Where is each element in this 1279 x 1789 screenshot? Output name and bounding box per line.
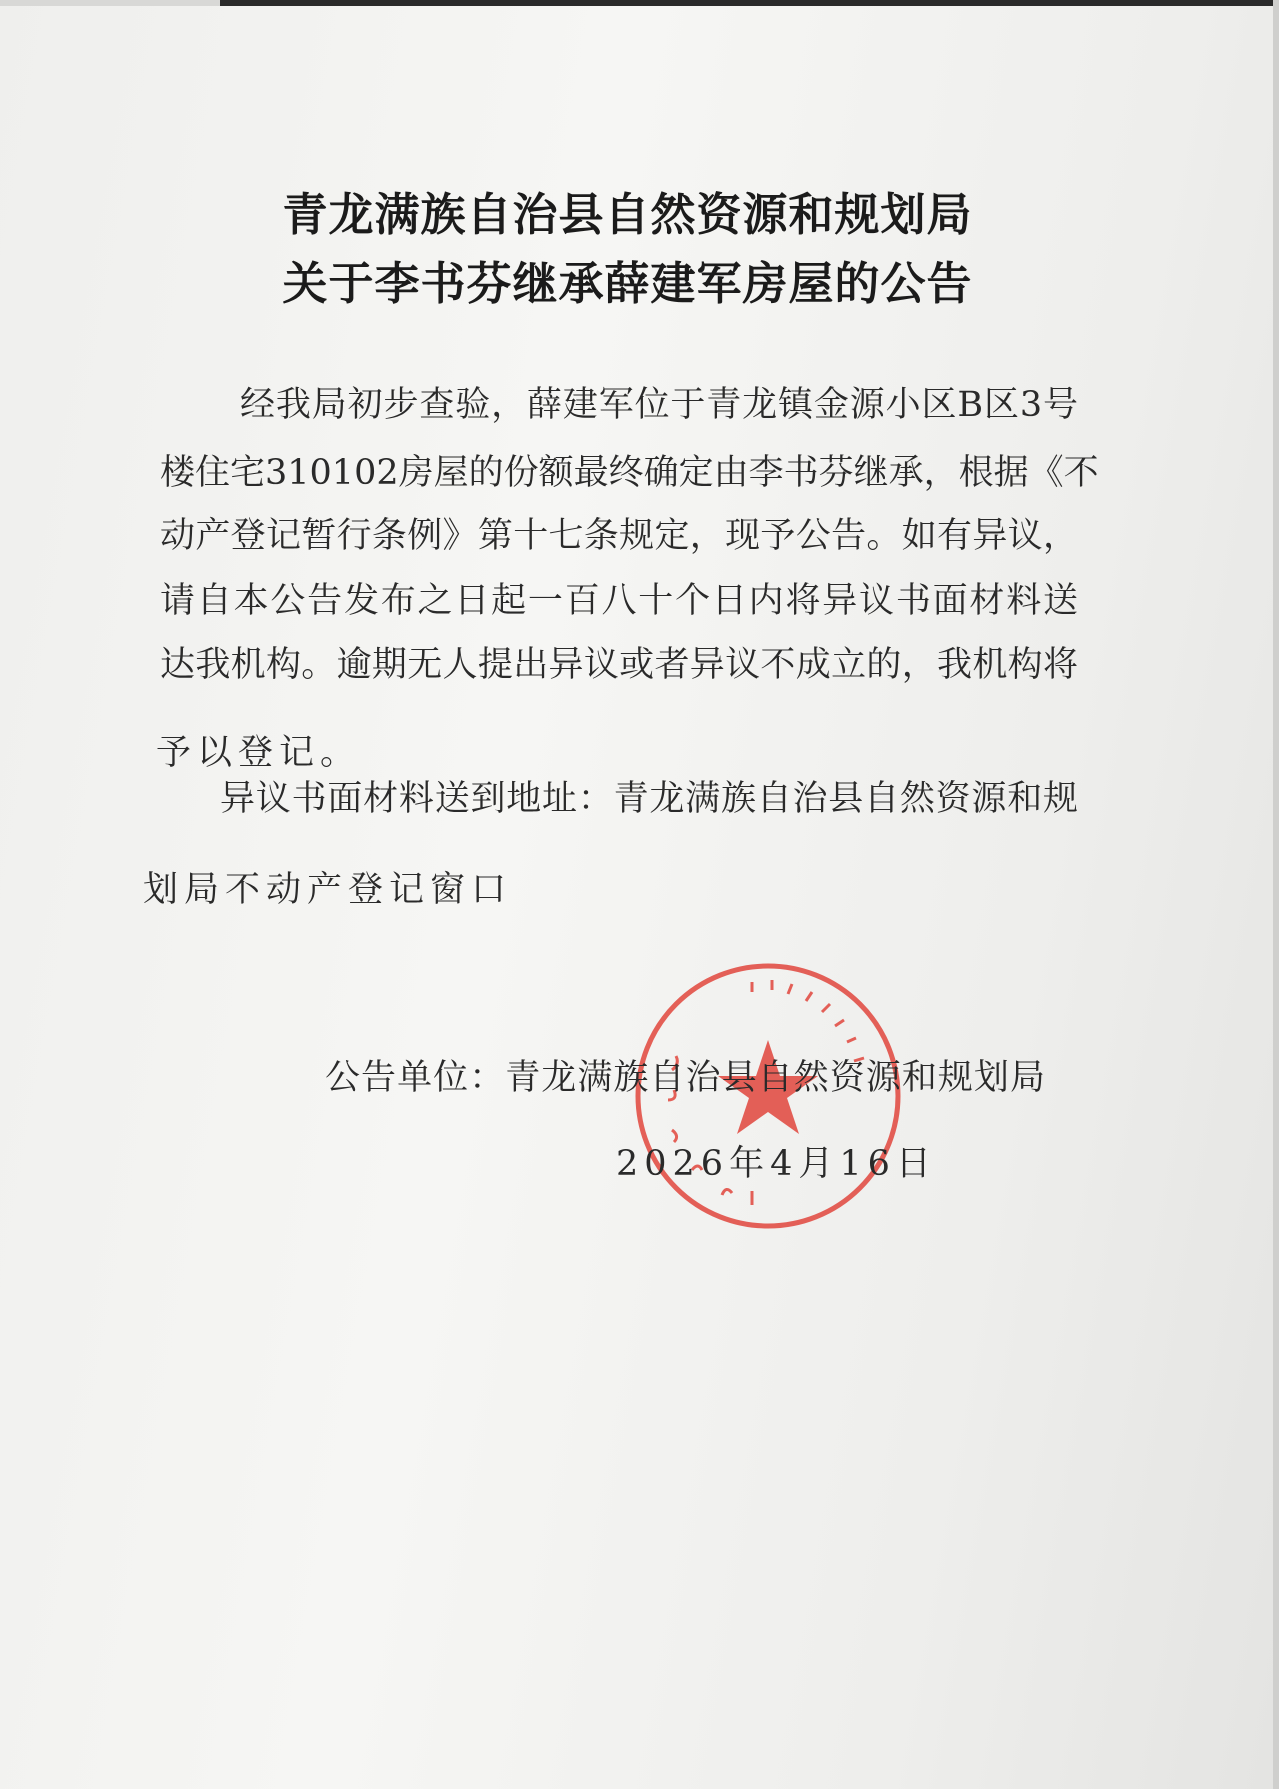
body-line: 动产登记暂行条例》第十七条规定，现予公告。如有异议， xyxy=(160,516,1078,556)
title-line-2: 关于李书芬继承薛建军房屋的公告 xyxy=(282,257,973,310)
body-line: 经我局初步查验，薛建军位于青龙镇金源小区B区3号 xyxy=(240,385,1078,425)
issuer-signature: 公告单位：青龙满族自治县自然资源和规划局 xyxy=(325,1058,1045,1098)
address-line: 划局不动产登记窗口 xyxy=(143,870,513,910)
title-line-1: 青龙满族自治县自然资源和规划局 xyxy=(282,188,973,241)
address-line: 异议书面材料送到地址：青龙满族自治县自然资源和规 xyxy=(220,779,1078,819)
issue-date: 2026年4月16日 xyxy=(616,1144,937,1184)
body-line: 予以登记。 xyxy=(156,733,362,773)
body-line: 达我机构。逾期无人提出异议或者异议不成立的，我机构将 xyxy=(160,645,1078,685)
background-edge xyxy=(220,0,1279,6)
background-edge xyxy=(1273,0,1279,1789)
body-line: 楼住宅310102房屋的份额最终确定由李书芬继承，根据《不 xyxy=(160,453,1099,493)
body-line: 请自本公告发布之日起一百八十个日内将异议书面材料送 xyxy=(160,581,1078,621)
